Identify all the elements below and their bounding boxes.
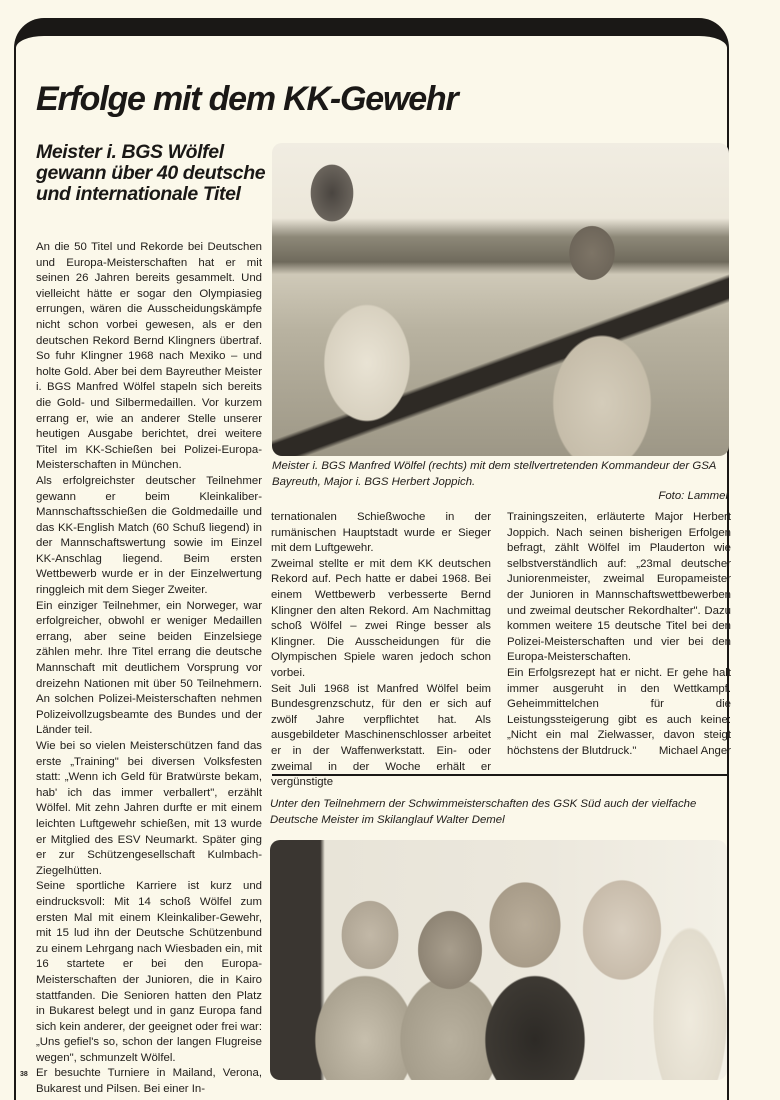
paragraph: Er besuchte Turniere in Mailand, Verona, Bukarest und Pilsen. Bei einer In- [36, 1067, 262, 1096]
paragraph [507, 666, 731, 760]
article-subhead: Meister i. BGS Wölfel gewann über 40 deutsche und internationale Titel [36, 141, 266, 205]
text-column-2 [271, 510, 491, 791]
photo-caption: Meister i. BGS Manfred Wölfel (rechts) mit dem stellvertretenden Kommandeur der GSA Bayreuth, Major i. BGS Herbert Joppich. [272, 460, 716, 488]
photo-credit: Foto: Lammel [658, 490, 728, 502]
paragraph: Zweimal stellte er mit dem KK deutschen Rekord auf. Pech hatte er dabei 1968. Bei einem Wettbewerb verbesserte Bernd Klingner den alten Rekord. Am Nachmittag schoß Wölfel – zwei Ringe besser als Klingner. Die Ausscheidungen für die Olympischen Spiele waren jedoch schon vorbei. [271, 557, 491, 679]
paragraph: Ein einziger Teilnehmer, ein Norweger, war erfolgreicher, obwohl er weniger Medaillen errang, aber seine beiden Einzelsiege zählen mehr. Ihre Titel errang die deutsche Mannschaft mit deutlichem Vorsprung vor dreizehn Nationen mit über 50 Teilnehmern. An solchen Polizei-Meisterschaften nehmen Polizeivollzugsbeamte des Bundes und der Länder teil. [36, 599, 262, 737]
photo-caption: Unter den Teilnehmern der Schwimmeisterschaften des GSK Süd auch der vielfache Deutsche Meister im Skilanglauf Walter Demel [270, 798, 697, 826]
paragraph: Seit Juli 1968 ist Manfred Wölfel beim Bundesgrenzschutz, für den er sich auf zwölf Jahre verpflichtet hat. Als ausgebildeter Maschinenschlosser arbeitet er in der Waffenwerkstatt. Ein- oder zweimal in der Woche erhält er vergünstigte [271, 682, 491, 789]
section-divider [272, 774, 729, 776]
text-column-3 [507, 510, 731, 760]
paragraph: ternationalen Schießwoche in der rumänischen Hauptstadt wurde er Sieger mit dem Luftgewehr. [271, 511, 491, 555]
paragraph: Als erfolgreichster deutscher Teilnehmer gewann er beim Kleinkaliber-Mannschaftsschießen die Goldmedaille und das KK-English Match (60 Schuß liegend) in der Mannschaftswertung sowie im Einzel KK-Anschlag liegend. Beim ersten Wettbewerb wurde er in der Einzelwertung ringgleich mit dem Sieger Zweiter. [36, 474, 262, 597]
page-number: 38 [20, 1071, 28, 1078]
photo-officers-with-rifle [272, 143, 729, 456]
paragraph-text: Ein Erfolgsrezept hat er nicht. Er gehe halt immer ausgeruht in den Wettkampf. Geheimmittelchen für die Leistungssteigerung gibt es auch keine: „Nicht ein mal Zielwasser, davon steigt höchstens der Blutdruck." [507, 666, 731, 757]
paragraph: Seine sportliche Karriere ist kurz und eindrucksvoll: Mit 14 schoß Wölfel zum ersten Mal mit einem Kleinkaliber-Gewehr, mit 15 lud ihn der Deutsche Schützenbund zu einem Lehrgang nach Wiesbaden ein, mit 16 startete er bei den Europa-Meisterschaften der Junioren, die in Kairo stattfanden. Die Senioren hatten den Platz in Bukarest belegt und in ganz Europa fand sich kein anderer, der geeignet oder frei war: „Uns gefiel's so, schon der langen Flugreise wegen", schmunzelt Wölfel. [36, 880, 262, 1064]
text-column-1 [36, 240, 262, 1098]
article-title: Erfolge mit dem KK-Gewehr [36, 80, 458, 118]
paragraph: Wie bei so vielen Meisterschützen fand das erste „Training" bei diversen Volksfesten statt: „Wenn ich Geld für Bratwürste bekam, hab' ich das immer verballert", erzählt Wölfel. Mit zehn Jahren durfte er mit einem leichten Luftgewehr schießen, mit 13 wurde er Mitglied des ESV Neumarkt. Später ging er zur Schützengesellschaft Kulmbach-Ziegelhütten. [36, 740, 262, 877]
photo-swim-championship-spectators [270, 840, 727, 1080]
paragraph: Trainingszeiten, erläuterte Major Herbert Joppich. Nach seinen bisherigen Erfolgen befragt, zählt Wölfel im Plauderton wie selbstverständlich auf: „23mal deutscher Juniorenmeister, zweimal Europameister der Junioren in Mannschaftswettbewerben und zweimal deutscher Rekordhalter". Dazu kommen weitere 15 deutsche Titel bei den Polizei-Meisterschaften und vier bei den Europa-Meisterschaften. [507, 511, 731, 664]
paragraph: An die 50 Titel und Rekorde bei Deutschen und Europa-Meisterschaften hat er mit seinen 26 Jahren bereits gesammelt. Und vielleicht hätte er sogar den Olympiasieg errungen, wären die Ausscheidungskämpfe nicht schon vorbei gewesen, als er den deutschen Rekord Bernd Klingners übertraf. So fuhr Klingner 1968 nach Mexiko – und holte Gold. Aber bei dem Bayreuther Meister i. BGS Manfred Wölfel stapeln sich bereits die Gold- und Silbermedaillen. Vor kurzem errang er, wie an anderer Stelle unserer heutigen Ausgabe berichtet, drei weitere Titel im KK-Schießen bei Polizei-Europa-Meisterschaften in München. [36, 241, 262, 472]
author-byline: Michael Anger [658, 744, 731, 757]
